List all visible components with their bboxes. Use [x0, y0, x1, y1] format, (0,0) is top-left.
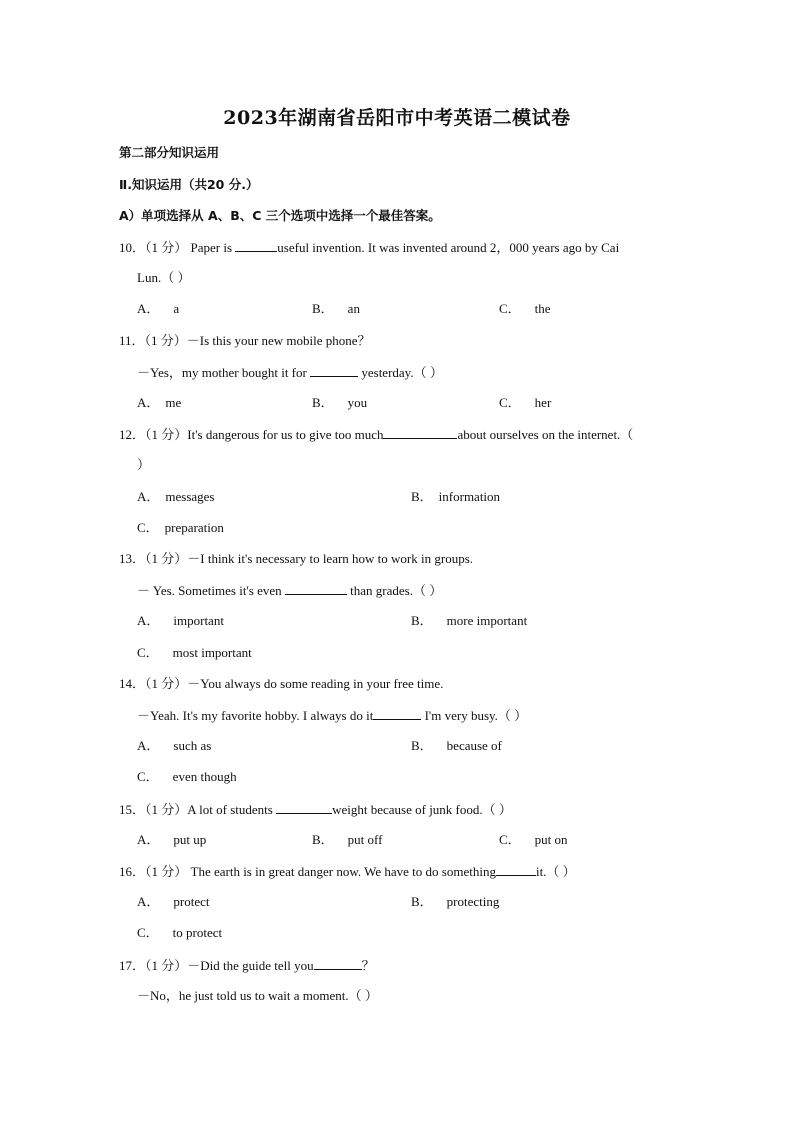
answer-blank	[310, 364, 358, 377]
question-17-line-1: 17．（1 分）－Did the guide tell you ？	[119, 958, 375, 973]
question-10-line-1	[119, 239, 619, 256]
option-a: A． me	[137, 395, 182, 410]
option-c: C． preparation	[137, 520, 224, 535]
part-heading: 第二部分知识运用	[119, 145, 220, 160]
question-10-text-pre: 10．（1 分） Paper is	[119, 240, 236, 255]
question-13-line-1: 13．（1 分）－I think it's necessary to learn how to work in groups.	[119, 551, 474, 566]
option-c: C． put on	[499, 832, 568, 847]
answer-blank	[383, 426, 457, 439]
option-c: C． most important	[137, 645, 252, 660]
option-c: C． the	[499, 301, 551, 316]
question-12-line-2: ）	[137, 457, 151, 472]
question-16-line-1: 16．（1 分） The earth is in great danger now. We have to do something it.（ ）	[119, 864, 576, 879]
answer-blank	[276, 801, 332, 814]
option-c: C． even though	[137, 769, 237, 784]
option-c: C． to protect	[137, 925, 223, 940]
question-13-line-2: － Yes. Sometimes it's even than grades.（ ）	[137, 583, 443, 598]
option-b: B． because of	[411, 738, 502, 753]
answer-blank	[373, 707, 421, 720]
question-14-line-2: －Yeah. It's my favorite hobby. I always do it I'm very busy.（ ）	[137, 708, 528, 723]
question-11-line-2: －Yes，my mother bought it for yesterday.（ ）	[137, 365, 443, 380]
page-title: 2023年湖南省岳阳市中考英语二模试卷	[223, 107, 571, 129]
option-b: B． more important	[411, 613, 528, 628]
question-10-text-post: useful invention. It was invented around 2，000 years ago by Cai	[277, 240, 620, 255]
answer-blank	[314, 957, 362, 970]
answer-blank	[285, 582, 347, 595]
question-11-line-1: 11．（1 分）－Is this your new mobile phone？	[119, 333, 371, 348]
option-a: A． important	[137, 613, 224, 628]
option-c: C． her	[499, 395, 552, 410]
option-a: A． protect	[137, 894, 210, 909]
answer-blank	[235, 239, 277, 252]
option-b: B． you	[312, 395, 368, 410]
question-12-line-1: 12．（1 分）It's dangerous for us to give too much about ourselves on the internet.（	[119, 427, 634, 442]
option-a: A． a	[137, 301, 180, 316]
instruction-text: A）单项选择从 A、B、C 三个选项中选择一个最佳答案。	[119, 208, 441, 223]
question-17-line-2: －No，he just told us to wait a moment.（ ）	[137, 988, 378, 1003]
question-10-line-2: Lun.（ ）	[137, 270, 191, 285]
option-b: B． information	[411, 489, 501, 504]
option-b: B． protecting	[411, 894, 500, 909]
question-15-line-1: 15．（1 分）A lot of students weight because of junk food.（ ）	[119, 802, 512, 817]
option-a: A． messages	[137, 489, 215, 504]
question-14-line-1: 14．（1 分）－You always do some reading in your free time.	[119, 676, 444, 691]
option-a: A． put up	[137, 832, 207, 847]
option-a: A． such as	[137, 738, 212, 753]
option-b: B． an	[312, 301, 360, 316]
section-heading: Ⅱ.知识运用（共20 分.）	[119, 177, 259, 192]
answer-blank	[496, 863, 536, 876]
option-b: B． put off	[312, 832, 383, 847]
